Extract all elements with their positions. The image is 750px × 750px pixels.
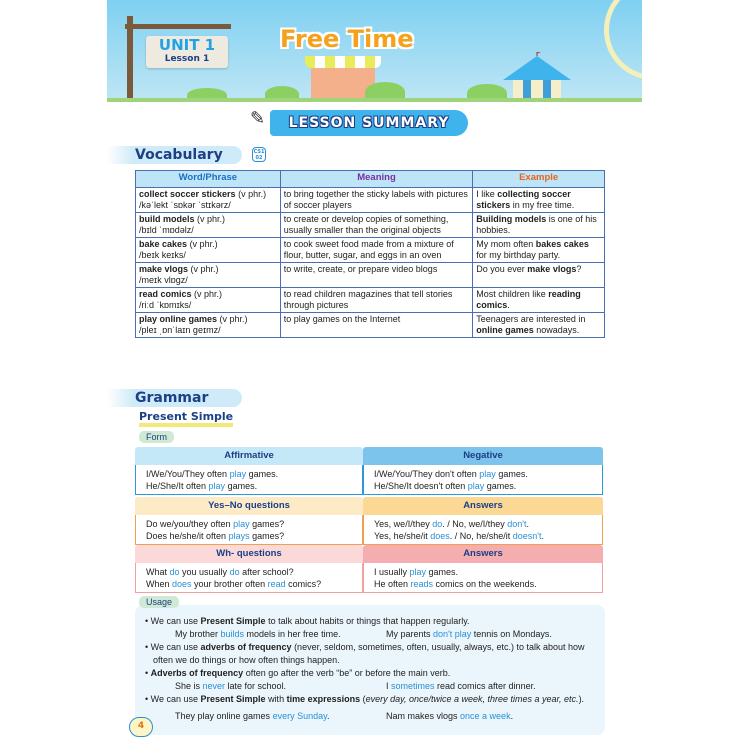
form-tag: Form <box>139 431 174 443</box>
text-segment: make vlogs <box>527 264 577 274</box>
text-segment: games. <box>225 481 258 491</box>
pronunciation: /beɪk keɪks/ <box>139 250 186 260</box>
usage-example <box>386 710 597 723</box>
text-segment: I/We/You/They often <box>146 469 230 479</box>
example-line <box>374 530 592 542</box>
meaning-cell: to bring together the sticky labels with pictures of soccer players <box>280 188 473 213</box>
text-segment: in my free time. <box>510 200 575 210</box>
text-segment: . <box>326 710 330 721</box>
text-segment: ). <box>578 694 585 704</box>
text-segment: . / No, he/she/it <box>449 531 513 541</box>
text-segment: doesn't <box>512 531 542 541</box>
text-segment: (never, seldom, sometimes, often, usually, always, etc.) to talk about how often we do things or how often things happen. <box>153 642 585 665</box>
usage-example <box>175 628 386 641</box>
meaning-cell: to play games on the Internet <box>280 313 473 338</box>
text-segment: ( <box>360 694 366 704</box>
text-segment: Does he/she/it often <box>146 531 229 541</box>
text-segment: games. <box>246 469 279 479</box>
text-segment: do <box>229 567 240 577</box>
text-segment: My parents <box>386 628 434 639</box>
text-segment: play <box>233 519 250 529</box>
unit-label: UNIT 1 <box>158 36 216 54</box>
text-segment: your brother often <box>191 579 268 589</box>
text-segment: every day, once/twice a week, three times a year, etc. <box>365 694 579 704</box>
text-segment: . <box>507 300 510 310</box>
text-segment: online games <box>476 325 534 335</box>
text-segment: don't <box>507 519 527 529</box>
usage-rule: • We can use Present Simple to talk about habits or things that happen regularly. <box>145 616 470 626</box>
text-segment: late for school. <box>225 680 287 691</box>
page-title: Free Time <box>280 25 414 53</box>
usage-rule: • We can use adverbs of frequency (never, seldom, sometimes, often, usually, always, etc.) to talk about how often we do things or how often things happen. <box>145 642 585 665</box>
usage-examples <box>143 680 597 693</box>
text-segment: games? <box>249 531 285 541</box>
text-segment: models in her free time. <box>244 628 341 639</box>
pencil-icon: ✎ <box>250 108 266 128</box>
text-segment: comics on the weekends. <box>433 579 537 589</box>
text-segment: play <box>229 469 247 479</box>
text-segment: comics? <box>285 579 322 589</box>
text-segment: Adverbs of frequency <box>150 668 244 678</box>
text-segment: reads <box>410 579 434 589</box>
example-line <box>146 566 352 578</box>
text-segment: He/She/It doesn't often <box>374 481 468 491</box>
column-header-example: Example <box>473 171 605 188</box>
pronunciation: /meɪk vlɒgz/ <box>139 275 188 285</box>
lesson-label: Lesson 1 <box>164 54 210 64</box>
usage-rule: • We can use Present Simple with time expressions (every day, once/twice a week, three times a year, etc.). <box>145 694 585 704</box>
text-segment: bakes cakes <box>535 239 589 249</box>
text-segment: play <box>479 469 496 479</box>
word: make vlogs <box>139 264 189 274</box>
text-segment: . <box>541 531 545 541</box>
text-segment: He/She/It often <box>146 481 209 491</box>
text-segment: . <box>526 519 530 529</box>
text-segment: My brother <box>175 628 221 639</box>
part-of-speech: (v phr.) <box>219 314 248 324</box>
text-segment: . / No, we/I/they <box>442 519 508 529</box>
text-segment: does <box>430 531 450 541</box>
text-segment: collecting soccer stickers <box>476 189 571 210</box>
right-examples <box>363 515 603 545</box>
left-header: Yes–No questions <box>135 497 363 515</box>
text-segment: play <box>409 567 427 577</box>
text-segment: Most children like <box>476 289 549 299</box>
text-segment: to talk about habits or things that happen regularly. <box>265 616 470 626</box>
text-segment: sometimes <box>391 680 435 691</box>
text-segment: He often <box>374 579 411 589</box>
usage-examples <box>143 710 597 723</box>
usage-examples <box>143 628 597 641</box>
text-segment: They play online games <box>175 710 273 721</box>
column-header-meaning: Meaning <box>280 171 473 188</box>
example-line <box>146 480 352 492</box>
left-header: Wh- questions <box>135 545 363 563</box>
word: build models <box>139 214 195 224</box>
text-segment: I like <box>476 189 498 199</box>
left-examples <box>135 515 363 545</box>
meaning-cell: to write, create, or prepare video blogs <box>280 263 473 288</box>
example-line <box>374 566 592 578</box>
text-segment: We can use <box>150 616 201 626</box>
part-of-speech: (v phr.) <box>190 264 219 274</box>
text-segment: She is <box>175 680 203 691</box>
text-segment: you usually <box>179 567 230 577</box>
usage-box <box>135 605 605 735</box>
pronunciation: /riːd ˈkɒmɪks/ <box>139 300 192 310</box>
right-header: Answers <box>363 497 603 515</box>
word: read comics <box>139 289 192 299</box>
example-line <box>374 480 592 492</box>
text-segment: Building models <box>476 214 547 224</box>
usage-rule: • Adverbs of frequency often go after the verb “be” or before the main verb. <box>145 668 451 678</box>
word: collect soccer stickers <box>139 189 236 199</box>
text-segment: don't play <box>433 628 472 639</box>
text-segment: after school? <box>239 567 294 577</box>
text-segment: Yes, he/she/it <box>374 531 431 541</box>
text-segment: . <box>510 710 514 721</box>
text-segment: Present Simple <box>200 694 266 704</box>
right-header: Answers <box>363 545 603 563</box>
part-of-speech: (v phr.) <box>194 289 223 299</box>
text-segment: Teenagers are interested in <box>476 314 586 324</box>
text-segment: reading comics <box>476 289 581 310</box>
word: bake cakes <box>139 239 188 249</box>
text-segment: Do you ever <box>476 264 528 274</box>
part-of-speech: (v phr.) <box>238 189 267 199</box>
text-segment: What <box>146 567 170 577</box>
left-examples <box>135 563 363 593</box>
text-segment: every Sunday <box>272 710 327 721</box>
text-segment: We can use <box>150 642 201 652</box>
text-segment: read comics after dinner. <box>434 680 536 691</box>
text-segment: with <box>265 694 287 704</box>
grammar-heading: Grammar <box>107 389 242 407</box>
text-segment: builds <box>220 628 245 639</box>
meaning-cell: to create or develop copies of something, usually smaller than the original objects <box>280 213 473 238</box>
left-header: Affirmative <box>135 447 363 465</box>
present-simple-title: Present Simple <box>139 411 233 427</box>
vocabulary-heading: Vocabulary <box>107 146 242 164</box>
text-segment: nowadays. <box>533 325 580 335</box>
usage-example <box>386 680 597 693</box>
word: play online games <box>139 314 218 324</box>
example-line <box>146 530 352 542</box>
text-segment: ? <box>576 264 582 274</box>
pronunciation: /bɪld ˈmɒdəlz/ <box>139 225 194 235</box>
meaning-cell: to cook sweet food made from a mixture of flour, butter, sugar, and eggs in an oven <box>280 238 473 263</box>
text-segment: do <box>432 519 443 529</box>
text-segment: games? <box>249 519 285 529</box>
example-line <box>374 578 592 590</box>
text-segment: Present Simple <box>200 616 266 626</box>
part-of-speech: (v phr.) <box>197 214 226 224</box>
audio-track-icon[interactable]: CS1 02 <box>253 149 265 161</box>
text-segment: once a week <box>460 710 511 721</box>
text-segment: often go after the verb “be” or before the main verb. <box>243 668 451 678</box>
text-segment: play <box>208 481 226 491</box>
right-header: Negative <box>363 447 603 465</box>
text-segment: tennis on Mondays. <box>471 628 552 639</box>
left-examples <box>135 465 363 495</box>
text-segment: games. <box>484 481 517 491</box>
text-segment: read <box>267 579 286 589</box>
example-line <box>146 518 352 530</box>
text-segment: never <box>202 680 226 691</box>
text-segment: does <box>172 579 192 589</box>
text-segment: games. <box>426 567 459 577</box>
part-of-speech: (v phr.) <box>189 239 218 249</box>
text-segment: When <box>146 579 173 589</box>
usage-example <box>175 710 386 723</box>
example-line <box>146 468 352 480</box>
right-examples <box>363 465 603 495</box>
usage-example <box>386 628 597 641</box>
text-segment: for my birthday party. <box>476 250 561 260</box>
example-line <box>146 578 352 590</box>
text-segment: My mom often <box>476 239 536 249</box>
text-segment: adverbs of frequency <box>200 642 292 652</box>
text-segment: games. <box>495 469 528 479</box>
text-segment: I usually <box>374 567 410 577</box>
text-segment: Yes, we/I/they <box>374 519 433 529</box>
right-examples <box>363 563 603 593</box>
usage-example <box>175 680 386 693</box>
text-segment: play <box>467 481 485 491</box>
text-segment: do <box>169 567 180 577</box>
usage-tag: Usage <box>139 596 179 608</box>
pronunciation: /kəˈlekt ˈsɒkər ˈstɪkərz/ <box>139 200 231 210</box>
text-segment: I <box>386 680 392 691</box>
example-line <box>374 468 592 480</box>
pronunciation: /pleɪ ˌɒnˈlaɪn ɡeɪmz/ <box>139 325 221 335</box>
text-segment: Nam makes vlogs <box>386 710 461 721</box>
text-segment: I/We/You/They don't often <box>374 469 480 479</box>
lesson-summary-banner: LESSON SUMMARY <box>270 110 468 136</box>
text-segment: time expressions <box>286 694 361 704</box>
page-number: 4 <box>129 717 153 737</box>
meaning-cell: to read children magazines that tell stories through pictures <box>280 288 473 313</box>
column-header-word: Word/Phrase <box>136 171 281 188</box>
text-segment: plays <box>228 531 250 541</box>
text-segment: is one of his hobbies. <box>476 214 597 235</box>
text-segment: Do we/you/they often <box>146 519 234 529</box>
text-segment: We can use <box>150 694 201 704</box>
example-line <box>374 518 592 530</box>
